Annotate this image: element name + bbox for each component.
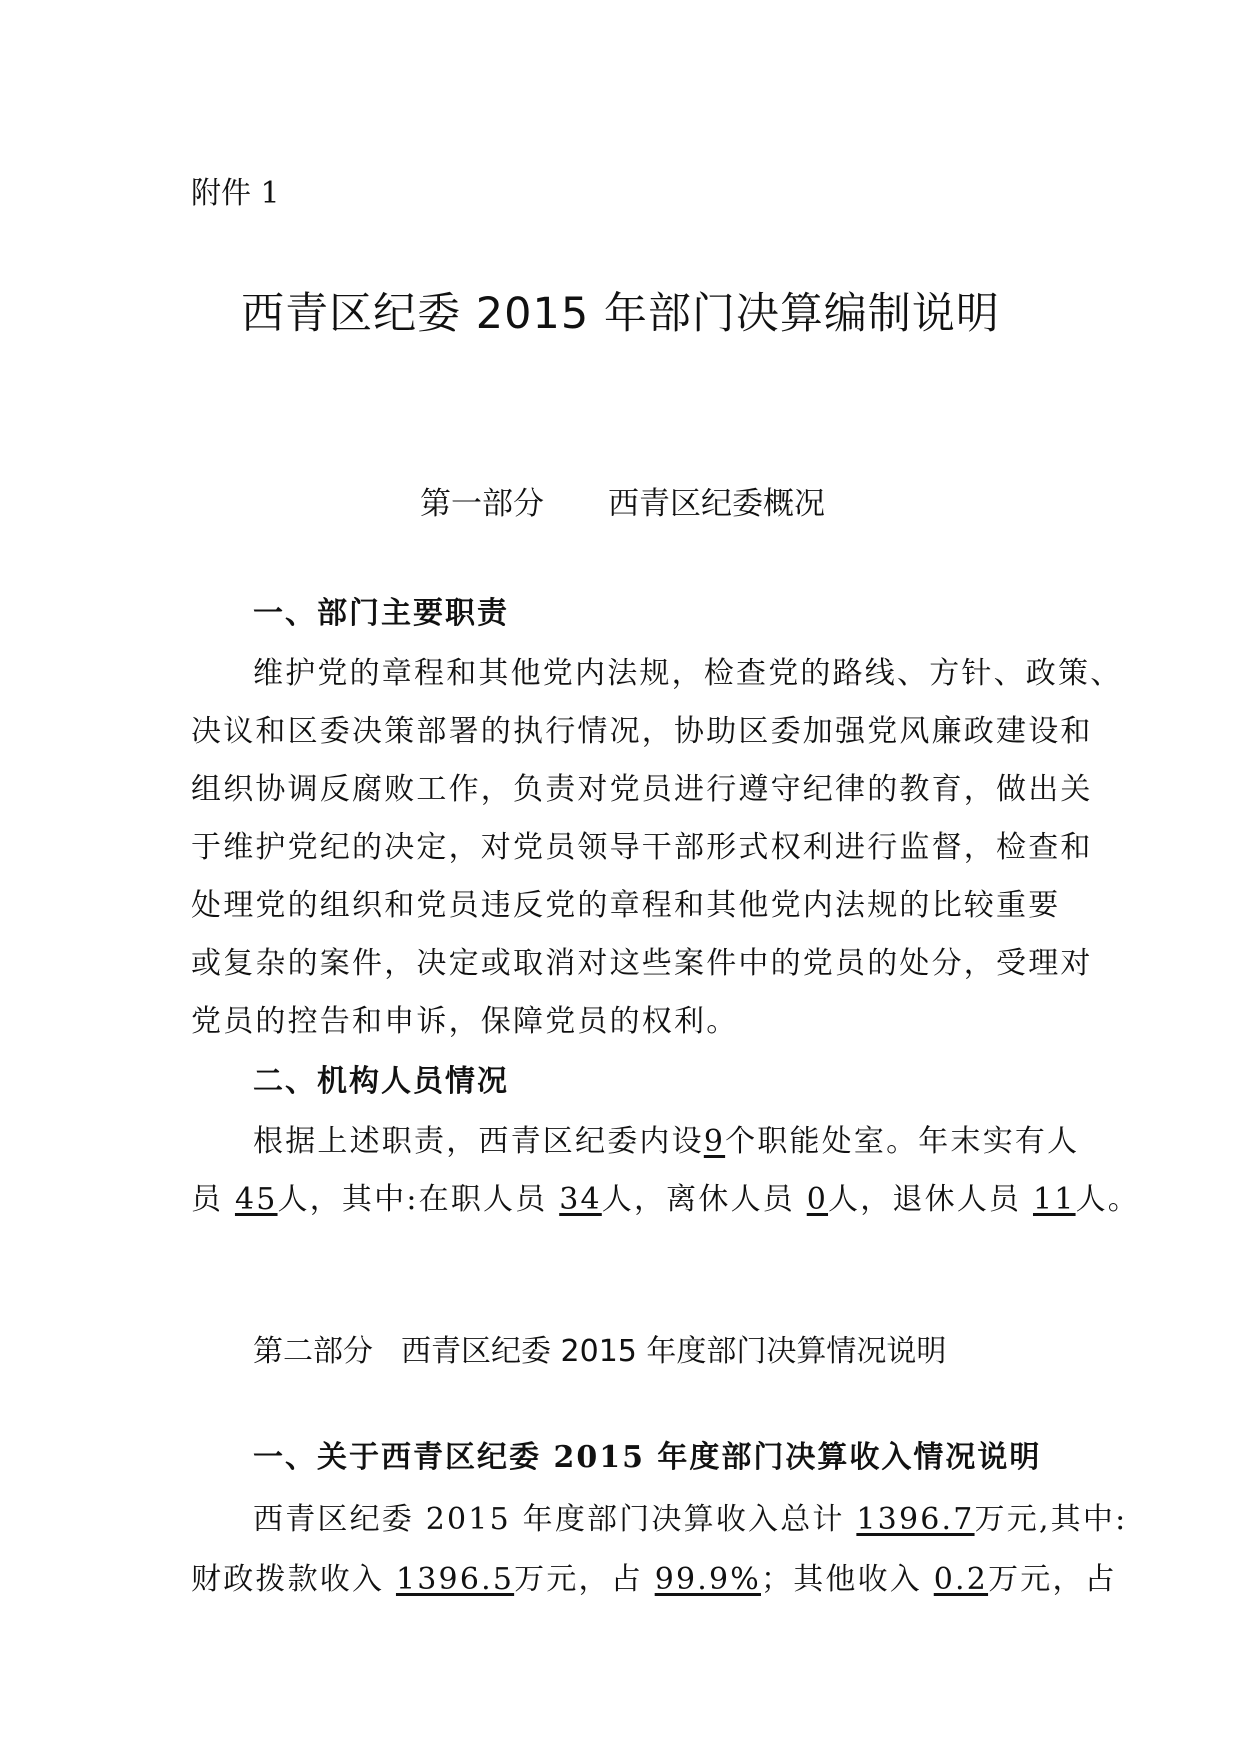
total-income-value: 1396.7 — [856, 1502, 975, 1537]
retired-cadre-count: 0 — [806, 1182, 829, 1217]
office-count: 9 — [703, 1124, 726, 1159]
section-1-line-3: 组织协调反腐败工作，负责对党员进行遵守纪律的教育，做出关 — [191, 772, 1093, 807]
section-3-line-2: 财政拨款收入 1396.5万元，占 99.9%；其他收入 0.2万元，占 — [191, 1562, 1117, 1597]
active-staff-count: 34 — [559, 1182, 602, 1217]
section-2-heading: 二、机构人员情况 — [253, 1064, 509, 1099]
section-3-heading: 一、关于西青区纪委 2015 年度部门决算收入情况说明 — [253, 1440, 1042, 1475]
retired-staff-count: 11 — [1032, 1182, 1076, 1217]
part-two-heading — [253, 1326, 946, 1370]
section-2-line-2: 员 45人，其中:在职人员 34人，离休人员 0人，退休人员 11人。 — [191, 1182, 1140, 1217]
section-2-line-1: 根据上述职责，西青区纪委内设9个职能处室。年末实有人 — [253, 1124, 1080, 1159]
part-one-title: 西青区纪委概况 — [608, 486, 825, 522]
section-1-line-6: 或复杂的案件，决定或取消对这些案件中的党员的处分，受理对 — [191, 946, 1093, 981]
section-1-line-7: 党员的控告和申诉，保障党员的权利。 — [191, 1004, 739, 1039]
section-1-line-1: 维护党的章程和其他党内法规，检查党的路线、方针、政策、 — [253, 656, 1123, 691]
section-1-heading: 一、部门主要职责 — [253, 596, 509, 631]
part-one-label: 第一部分 — [420, 486, 544, 522]
part-two-label: 第二部分 — [253, 1334, 373, 1369]
section-1-line-4: 于维护党纪的决定，对党员领导干部形式权利进行监督，检查和 — [191, 830, 1093, 865]
part-two-title: 西青区纪委 2015 年度部门决算情况说明 — [401, 1334, 947, 1369]
section-1-line-5: 处理党的组织和党员违反党的章程和其他党内法规的比较重要 — [191, 888, 1061, 923]
other-income-value: 0.2 — [933, 1562, 989, 1597]
fiscal-income-value: 1396.5 — [395, 1562, 515, 1597]
total-staff-count: 45 — [234, 1182, 278, 1217]
attachment-label: 附件 1 — [191, 176, 280, 211]
section-1-line-2: 决议和区委决策部署的执行情况，协助区委加强党风廉政建设和 — [191, 714, 1093, 749]
section-3-line-1: 西青区纪委 2015 年度部门决算收入总计 1396.7万元,其中: — [253, 1502, 1128, 1537]
document-title: 西青区纪委 2015 年部门决算编制说明 — [241, 289, 1000, 339]
part-one-heading — [420, 478, 825, 523]
fiscal-income-percent: 99.9% — [654, 1562, 761, 1597]
